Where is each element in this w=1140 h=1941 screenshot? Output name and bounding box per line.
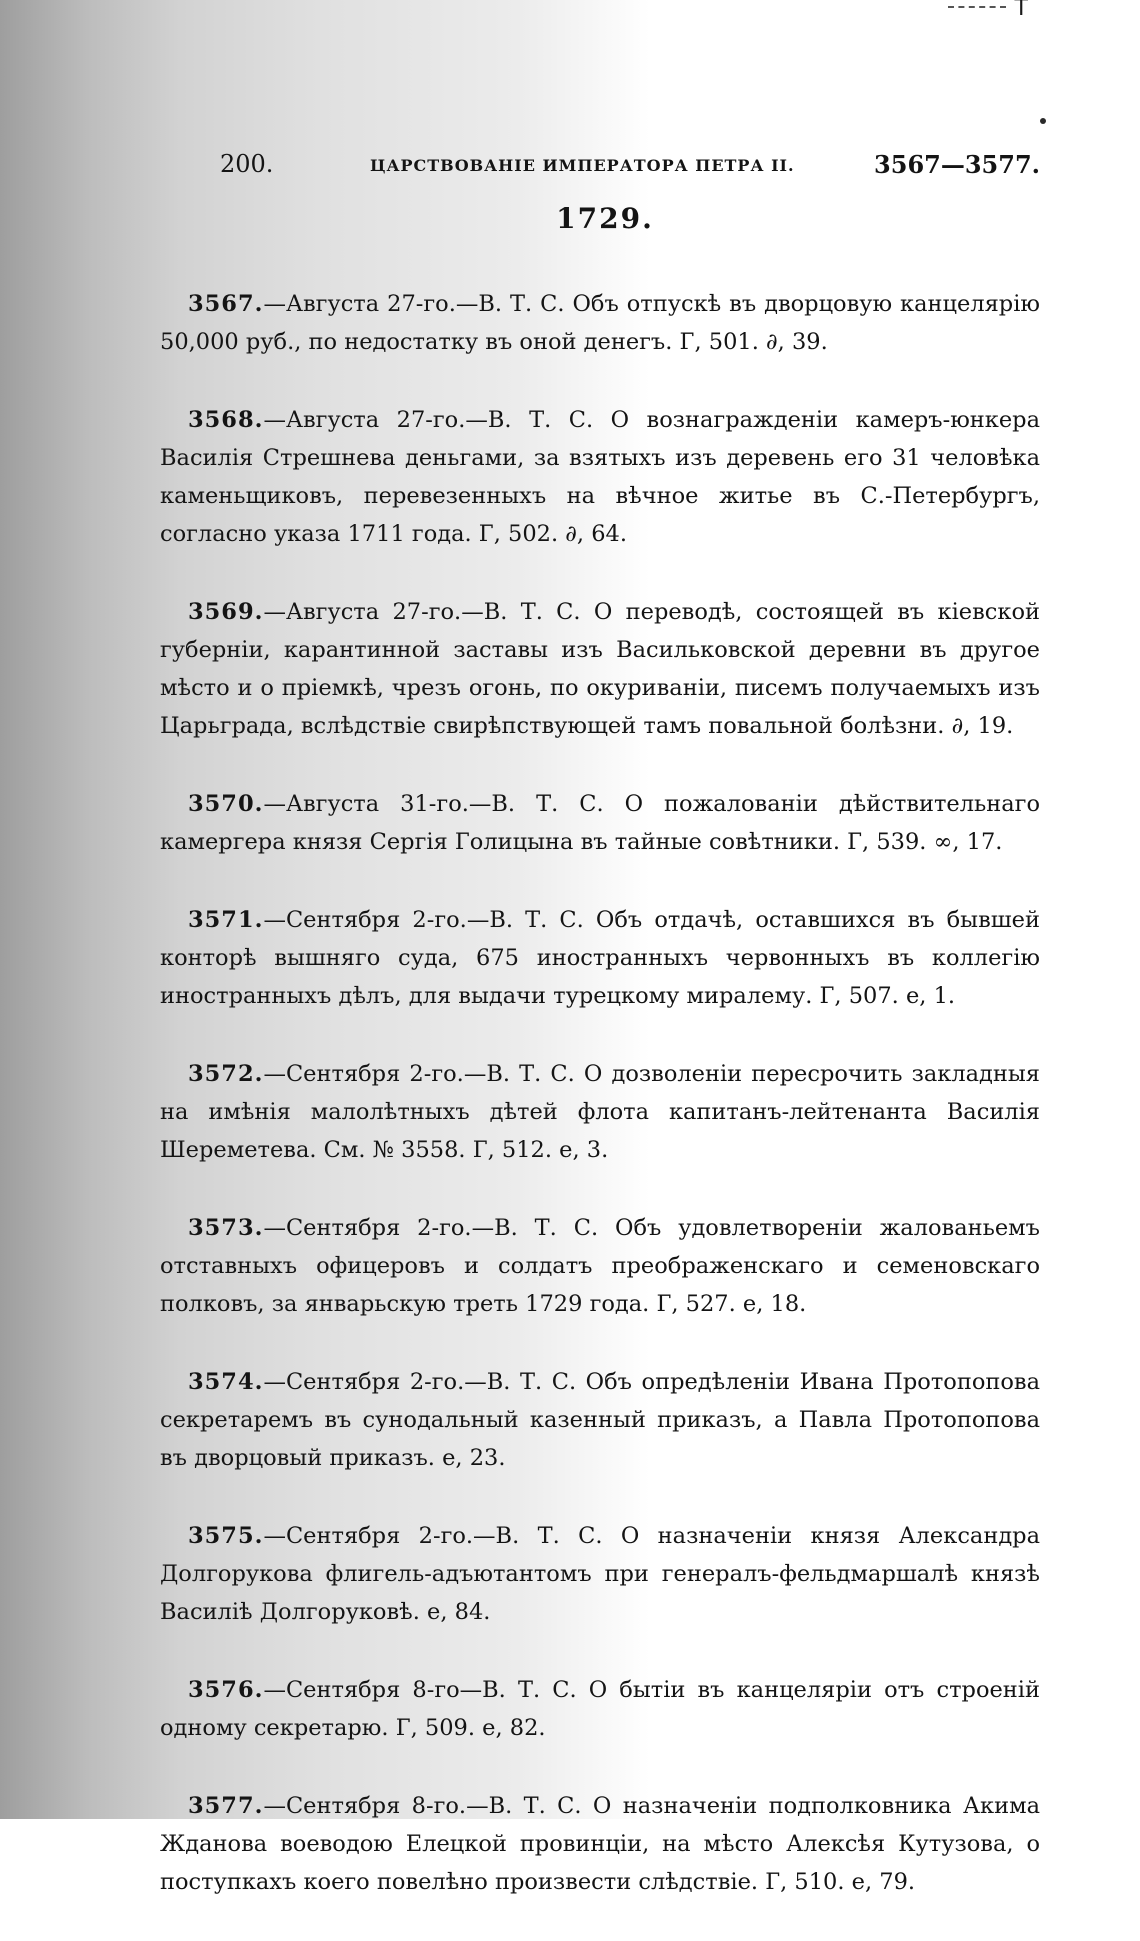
entry-number: 3574.: [188, 1368, 264, 1395]
entry-number: 3569.: [188, 598, 264, 625]
entry-3573: [160, 1209, 1040, 1323]
entry-text: —Августа 31-го.—В. Т. С. О пожалованіи дѣйствительнаго камергера князя Сергія Голицына въ тайные совѣтники. Г, 539. ∞, 17.: [160, 790, 1040, 855]
page-number: 200.: [220, 150, 274, 178]
entry-number: 3576.: [188, 1676, 264, 1703]
entry-3575: [160, 1517, 1040, 1631]
entry-3569: [160, 593, 1040, 745]
entry-number: 3568.: [188, 406, 264, 433]
entry-text: —Августа 27-го.—В. Т. С. Объ отпускѣ въ дворцовую канцелярію 50,000 руб., по недостатку въ оной денегъ. Г, 501. ∂, 39.: [160, 290, 1040, 355]
entry-3571: [160, 901, 1040, 1015]
entry-text: —Сентября 8-го.—В. Т. С. О назначеніи подполковника Акима Жданова воеводою Елецкой провинціи, на мѣсто Алексѣя Кутузова, о поступкахъ коего повелѣно произвести слѣдствіе. Г, 510. е, 79.: [160, 1792, 1040, 1895]
entry-text: —Сентября 8-го—В. Т. С. О бытіи въ канцеляріи отъ строеній одному секретарю. Г, 509. е, 82.: [160, 1676, 1040, 1741]
entry-3567: [160, 285, 1040, 361]
entry-range: 3567—3577.: [874, 150, 1040, 179]
entry-3568: [160, 401, 1040, 553]
entry-number: 3572.: [188, 1060, 264, 1087]
page-header: [220, 150, 1040, 190]
entry-text: —Сентября 2-го.—В. Т. С. Объ отдачѣ, оставшихся въ бывшей конторѣ вышняго суда, 675 иностранныхъ червонныхъ въ коллегію иностранныхъ дѣлъ, для выдачи турецкому миралему. Г, 507. е, 1.: [160, 906, 1040, 1009]
entry-number: 3573.: [188, 1214, 264, 1241]
entry-number: 3567.: [188, 290, 264, 317]
entry-text: —Августа 27-го.—В. Т. С. О вознагражденіи камеръ-юнкера Василія Стрешнева деньгами, за взятыхъ изъ деревень его 31 человѣка каменьщиковъ, перевезенныхъ на вѣчное житье въ С.-Петербургъ, согласно указа 1711 года. Г, 502. ∂, 64.: [160, 406, 1040, 547]
entry-number: 3575.: [188, 1522, 264, 1549]
entry-3570: [160, 785, 1040, 861]
entry-3574: [160, 1363, 1040, 1477]
corner-mark: T: [1015, 0, 1028, 21]
entry-text: —Сентября 2-го.—В. Т. С. О дозволеніи пересрочить закладныя на имѣнія малолѣтныхъ дѣтей флота капитанъ-лейтенанта Василія Шереметева. См. № 3558. Г, 512. е, 3.: [160, 1060, 1040, 1163]
entry-3576: [160, 1671, 1040, 1747]
entry-text: —Сентября 2-го.—В. Т. С. Объ опредѣленіи Ивана Протопопова секретаремъ въ сунодальный казенный приказъ, а Павла Протопопова въ дворцовый приказъ. е, 23.: [160, 1368, 1040, 1471]
entry-3577: [160, 1787, 1040, 1901]
ink-dot: [1040, 118, 1046, 124]
entry-text: —Сентября 2-го.—В. Т. С. О назначеніи князя Александра Долгорукова флигель-адъютантомъ при генералъ-фельдмаршалѣ князѣ Василіѣ Долгоруковѣ. е, 84.: [160, 1522, 1040, 1625]
entry-text: —Августа 27-го.—В. Т. С. О переводѣ, состоящей въ кіевской губерніи, карантинной заставы изъ Васильковской деревни въ другое мѣсто и о пріемкѣ, чрезъ огонь, по окуриваніи, писемъ получаемыхъ изъ Царьграда, вслѣдствіе свирѣпствующей тамъ повальной болѣзни. ∂, 19.: [160, 598, 1040, 739]
running-title: ЦАРСТВОВАНІЕ ИМПЕРАТОРА ПЕТРА II.: [370, 156, 795, 175]
entry-text: —Сентября 2-го.—В. Т. С. Объ удовлетвореніи жалованьемъ отставныхъ офицеровъ и солдатъ преображенскаго и семеновскаго полковъ, за январьскую треть 1729 года. Г, 527. е, 18.: [160, 1214, 1040, 1317]
entries-list: [160, 262, 1040, 1941]
entry-number: 3570.: [188, 790, 264, 817]
entry-3572: [160, 1055, 1040, 1169]
entry-number: 3571.: [188, 906, 264, 933]
entry-number: 3577.: [188, 1792, 264, 1819]
year-heading: 1729.: [556, 202, 654, 235]
